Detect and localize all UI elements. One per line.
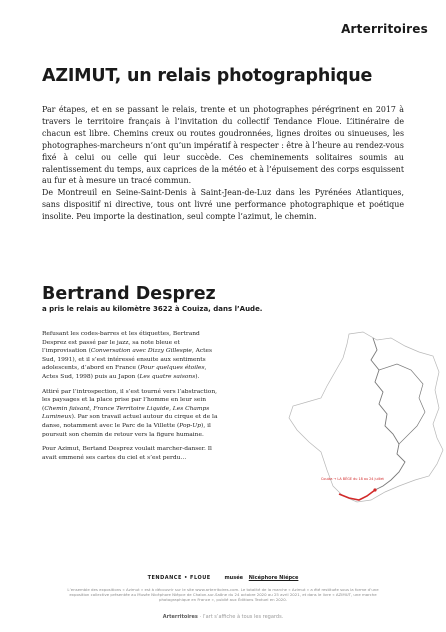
title-reference: Chemin faisant, France Territoire Liquide, Les Champs Lumineux bbox=[42, 405, 210, 421]
tendance-floue-logo: TENDANCE • FLOUE bbox=[147, 575, 211, 581]
highlight-label: Couiza → LA BÈGE du 18 au 24 juillet bbox=[321, 477, 384, 481]
biography-text-run: Refusant les codes-barres et les étiquettes, Bertrand Desprez est passé par le jazz, sa note bleue et l’improvisation ( bbox=[42, 331, 200, 355]
footer bbox=[0, 614, 446, 620]
title-reference: Pop-Up bbox=[179, 422, 202, 429]
biography-text-run: , Actes Sud, 1998) puis au Japon ( bbox=[42, 365, 207, 380]
page-title: AZIMUT, un relais photographique bbox=[42, 66, 373, 86]
route-branch bbox=[379, 364, 425, 444]
france-route-map bbox=[287, 330, 446, 520]
intro-paragraph-2: De Montreuil en Seine-Saint-Denis à Saint-Jean-de-Luz dans les Pyrénées Atlantiques, sans dispositif ni directive, tous ont livré une performance photographique et poétique insolite. Peu importe la destination, seul compte l’azimut, le chemin. bbox=[42, 188, 404, 222]
biography-text-run: ). bbox=[195, 373, 200, 380]
musee-label: musée bbox=[224, 575, 243, 581]
biography-text-run: Attiré par l’introspection, il s’est tourné vers l’abstraction, les paysages et la place prise par l’homme en leur sein ( bbox=[42, 388, 217, 412]
brand-logo: Arterritoires bbox=[341, 22, 428, 36]
biography-text-run: ). Par son travail actuel autour du cirque et de la danse, notamment avec le Parc de la Villette ( bbox=[42, 414, 218, 429]
highlight-segment bbox=[339, 490, 375, 500]
biography-paragraph-2 bbox=[42, 388, 222, 440]
credits-text: L’ensemble des expositions « Azimut » est à découvrir sur le site www.arterritoires.com. Le totalité de la marche « Azimut » a été restituée sous la forme d’une exposition collective présentée au Musée Nicéphore Niépce de Chalon-sur-Saône du 24 octobre 2020 au 25 avril 2021, et dans le livre « AZIMUT, une marche photographique en France », publié aux Éditions Textuel en 2020. bbox=[67, 587, 379, 603]
route-line bbox=[371, 338, 405, 490]
couiza-marker bbox=[373, 488, 376, 491]
title-reference: Les quatre saisons bbox=[139, 373, 196, 380]
photographer-name: Bertrand Desprez bbox=[42, 284, 216, 304]
partner-logos bbox=[0, 575, 446, 581]
relay-caption: a pris le relais au kilomètre 3622 à Couiza, dans l’Aude. bbox=[42, 305, 263, 313]
biography-text bbox=[42, 330, 222, 462]
intro-text bbox=[42, 104, 404, 223]
biography-text-run: ), il poursuit son chemin de retour vers la figure humaine. bbox=[42, 422, 211, 438]
intro-paragraph-1: Par étapes, et en se passant le relais, trente et un photographes pérégrinent en 2017 à travers le territoire français à l’invitation du collectif Tendance Floue. L’itinéraire de chacun est libre. Chemins creux ou routes goudronnées, lignes droites ou sinueuses, les photographes-marcheurs n’ont qu’un impératif à respecter : être à l’heure au rendez-vous fixé à celui ou celle qui leur succède. Ces cheminements solitaires soumis au ralentissement du temps, aux caprices de la météo et à l’épuisement des corps esquissent au fur et à mesure un tracé commun. bbox=[42, 105, 404, 186]
biography-paragraph-3 bbox=[42, 445, 222, 462]
title-reference: Pour quelques étoiles bbox=[140, 365, 205, 372]
footer-tagline: · l’art s’affiche à tous les regards. bbox=[197, 614, 284, 620]
biography-text-run: Pour Azimut, Bertand Desprez voulait marcher-danser. Il avait emmené ses cartes du ciel et s’est perdu… bbox=[42, 446, 212, 461]
biography-paragraph-1 bbox=[42, 330, 222, 382]
biography-text-run: , Actes Sud, 1991), et il s’est intéressé ensuite aux sentiments adolescents, d’abord en France ( bbox=[42, 348, 213, 372]
footer-brand: Arterritoires bbox=[162, 614, 198, 620]
title-reference: Conversation avec Dizzy Gillespie bbox=[90, 348, 192, 355]
musee-niepce-logo bbox=[220, 575, 298, 581]
niepce-label: Nicéphore Niépce bbox=[248, 575, 299, 581]
